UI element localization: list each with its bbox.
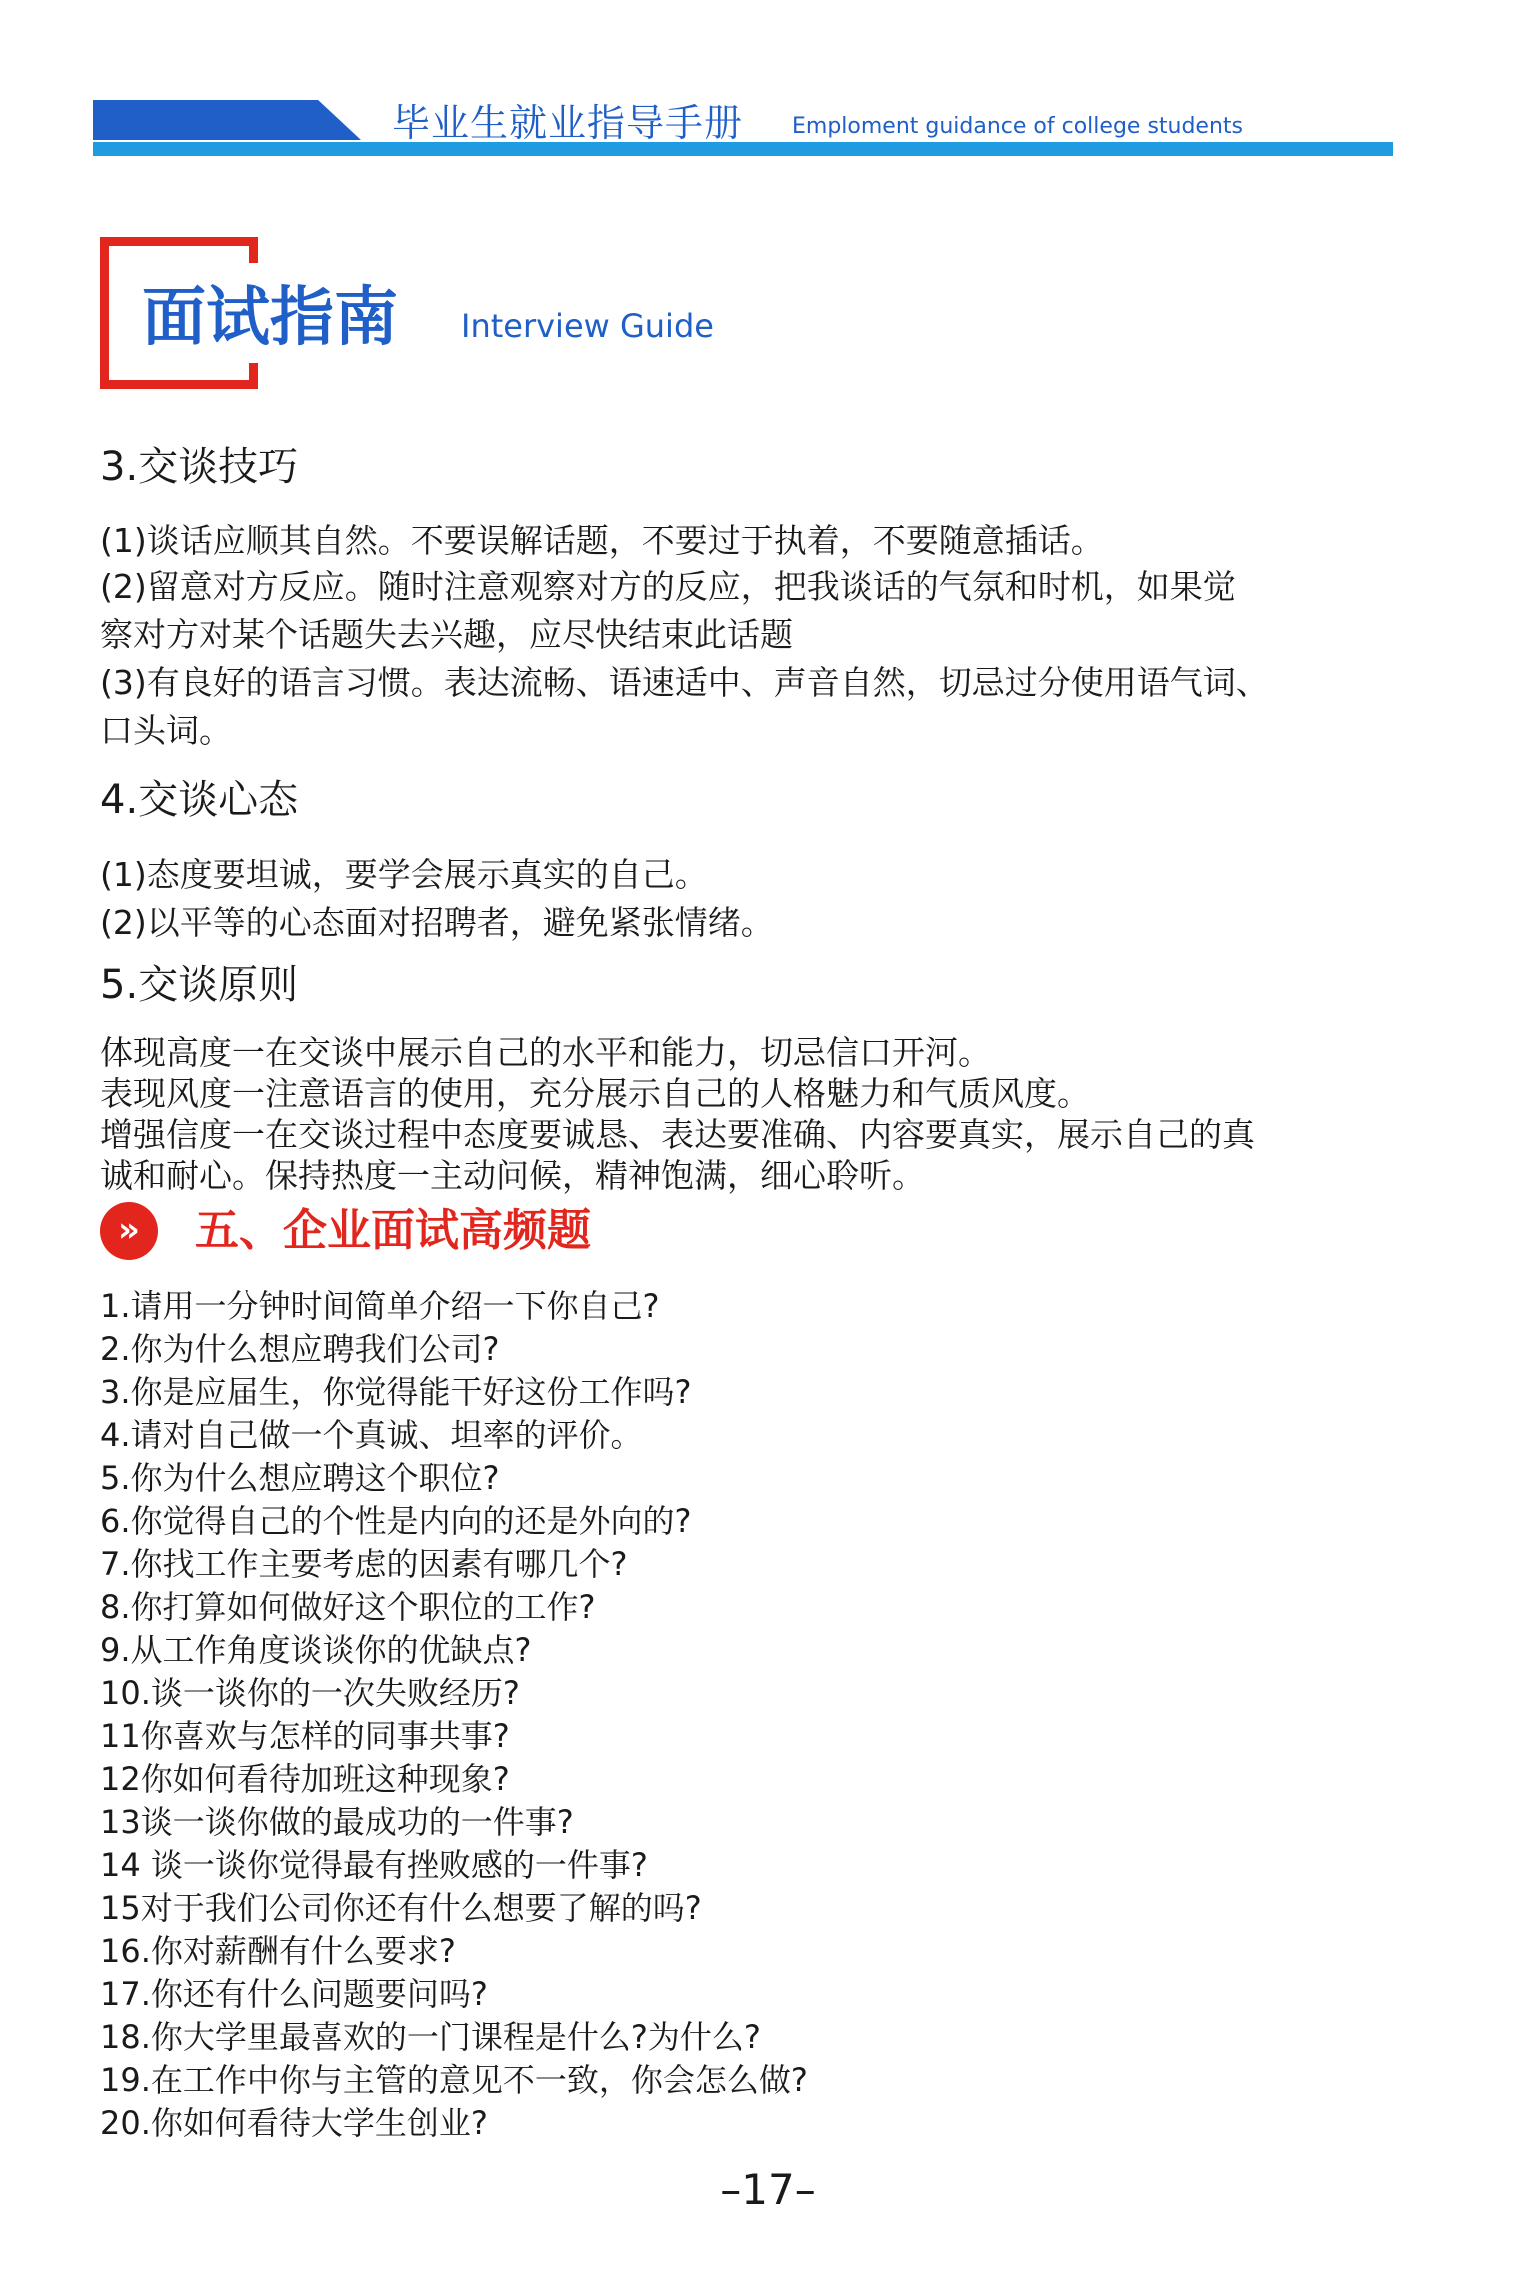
faq-question: 1.请用一分钟时间简单介绍一下你自己? — [100, 1287, 660, 1325]
faq-question: 14 谈一谈你觉得最有挫败感的一件事? — [100, 1846, 648, 1884]
faq-question: 20.你如何看待大学生创业? — [100, 2104, 488, 2142]
faq-question: 9.从工作角度谈谈你的优缺点? — [100, 1631, 532, 1669]
faq-question: 15对于我们公司你还有什么想要了解的吗? — [100, 1889, 702, 1927]
section-title-en: Interview Guide — [461, 307, 714, 345]
faq-question: 8.你打算如何做好这个职位的工作? — [100, 1588, 596, 1626]
faq-question: 5.你为什么想应聘这个职位? — [100, 1459, 500, 1497]
title-bracket-right-top — [249, 237, 258, 263]
block-line: 表现风度一注意语言的使用，充分展示自己的人格魅力和气质风度。 — [100, 1074, 1090, 1113]
block-line: (2)留意对方反应。随时注意观察对方的反应，把我谈话的气氛和时机，如果觉 — [100, 567, 1236, 606]
faq-question: 13谈一谈你做的最成功的一件事? — [100, 1803, 574, 1841]
faq-question: 19.在工作中你与主管的意见不一致，你会怎么做? — [100, 2061, 808, 2099]
block-heading: 5.交谈原则 — [100, 962, 299, 1008]
header-title-en: Emploment guidance of college students — [792, 114, 1243, 139]
faq-question: 11你喜欢与怎样的同事共事? — [100, 1717, 510, 1755]
faq-question: 7.你找工作主要考虑的因素有哪几个? — [100, 1545, 628, 1583]
double-chevron-right-icon: » — [100, 1202, 158, 1260]
title-bracket-top — [100, 237, 258, 246]
faq-question: 4.请对自己做一个真诚、坦率的评价。 — [100, 1416, 643, 1454]
page-number: –17– — [720, 2165, 816, 2214]
title-bracket-right-bottom — [249, 363, 258, 389]
faq-question: 2.你为什么想应聘我们公司? — [100, 1330, 500, 1368]
block-line: 诚和耐心。保持热度一主动问候，精神饱满，细心聆听。 — [100, 1156, 925, 1195]
faq-question: 10.谈一谈你的一次失败经历? — [100, 1674, 520, 1712]
block-line: (2)以平等的心态面对招聘者，避免紧张情绪。 — [100, 903, 774, 942]
block-line: 体现高度一在交谈中展示自己的水平和能力，切忌信口开河。 — [100, 1033, 991, 1072]
header-title-cn: 毕业生就业指导手册 — [392, 101, 744, 145]
block-line: (1)态度要坦诚，要学会展示真实的自己。 — [100, 855, 708, 894]
block-line: 口头词。 — [100, 711, 232, 750]
section-title-cn: 面试指南 — [142, 281, 398, 355]
title-bracket-left — [100, 237, 109, 389]
faq-question: 16.你对薪酬有什么要求? — [100, 1932, 456, 1970]
block-heading: 3.交谈技巧 — [100, 444, 299, 490]
faq-section-title: 五、企业面试高频题 — [195, 1205, 591, 1256]
block-heading: 4.交谈心态 — [100, 777, 299, 823]
block-line: (3)有良好的语言习惯。表达流畅、语速适中、声音自然，切忌过分使用语气词、 — [100, 663, 1269, 702]
block-line: (1)谈话应顺其自然。不要误解话题，不要过于执着，不要随意插话。 — [100, 521, 1104, 560]
title-bracket-bottom — [100, 380, 258, 389]
faq-question: 6.你觉得自己的个性是内向的还是外向的? — [100, 1502, 692, 1540]
block-line: 增强信度一在交谈过程中态度要诚恳、表达要准确、内容要真实，展示自己的真 — [100, 1115, 1255, 1154]
faq-question: 17.你还有什么问题要问吗? — [100, 1975, 488, 2013]
header-accent-block — [93, 100, 361, 140]
faq-question: 3.你是应届生，你觉得能干好这份工作吗? — [100, 1373, 692, 1411]
block-line: 察对方对某个话题失去兴趣，应尽快结束此话题 — [100, 615, 793, 654]
faq-question: 12你如何看待加班这种现象? — [100, 1760, 510, 1798]
faq-question: 18.你大学里最喜欢的一门课程是什么?为什么? — [100, 2018, 761, 2056]
